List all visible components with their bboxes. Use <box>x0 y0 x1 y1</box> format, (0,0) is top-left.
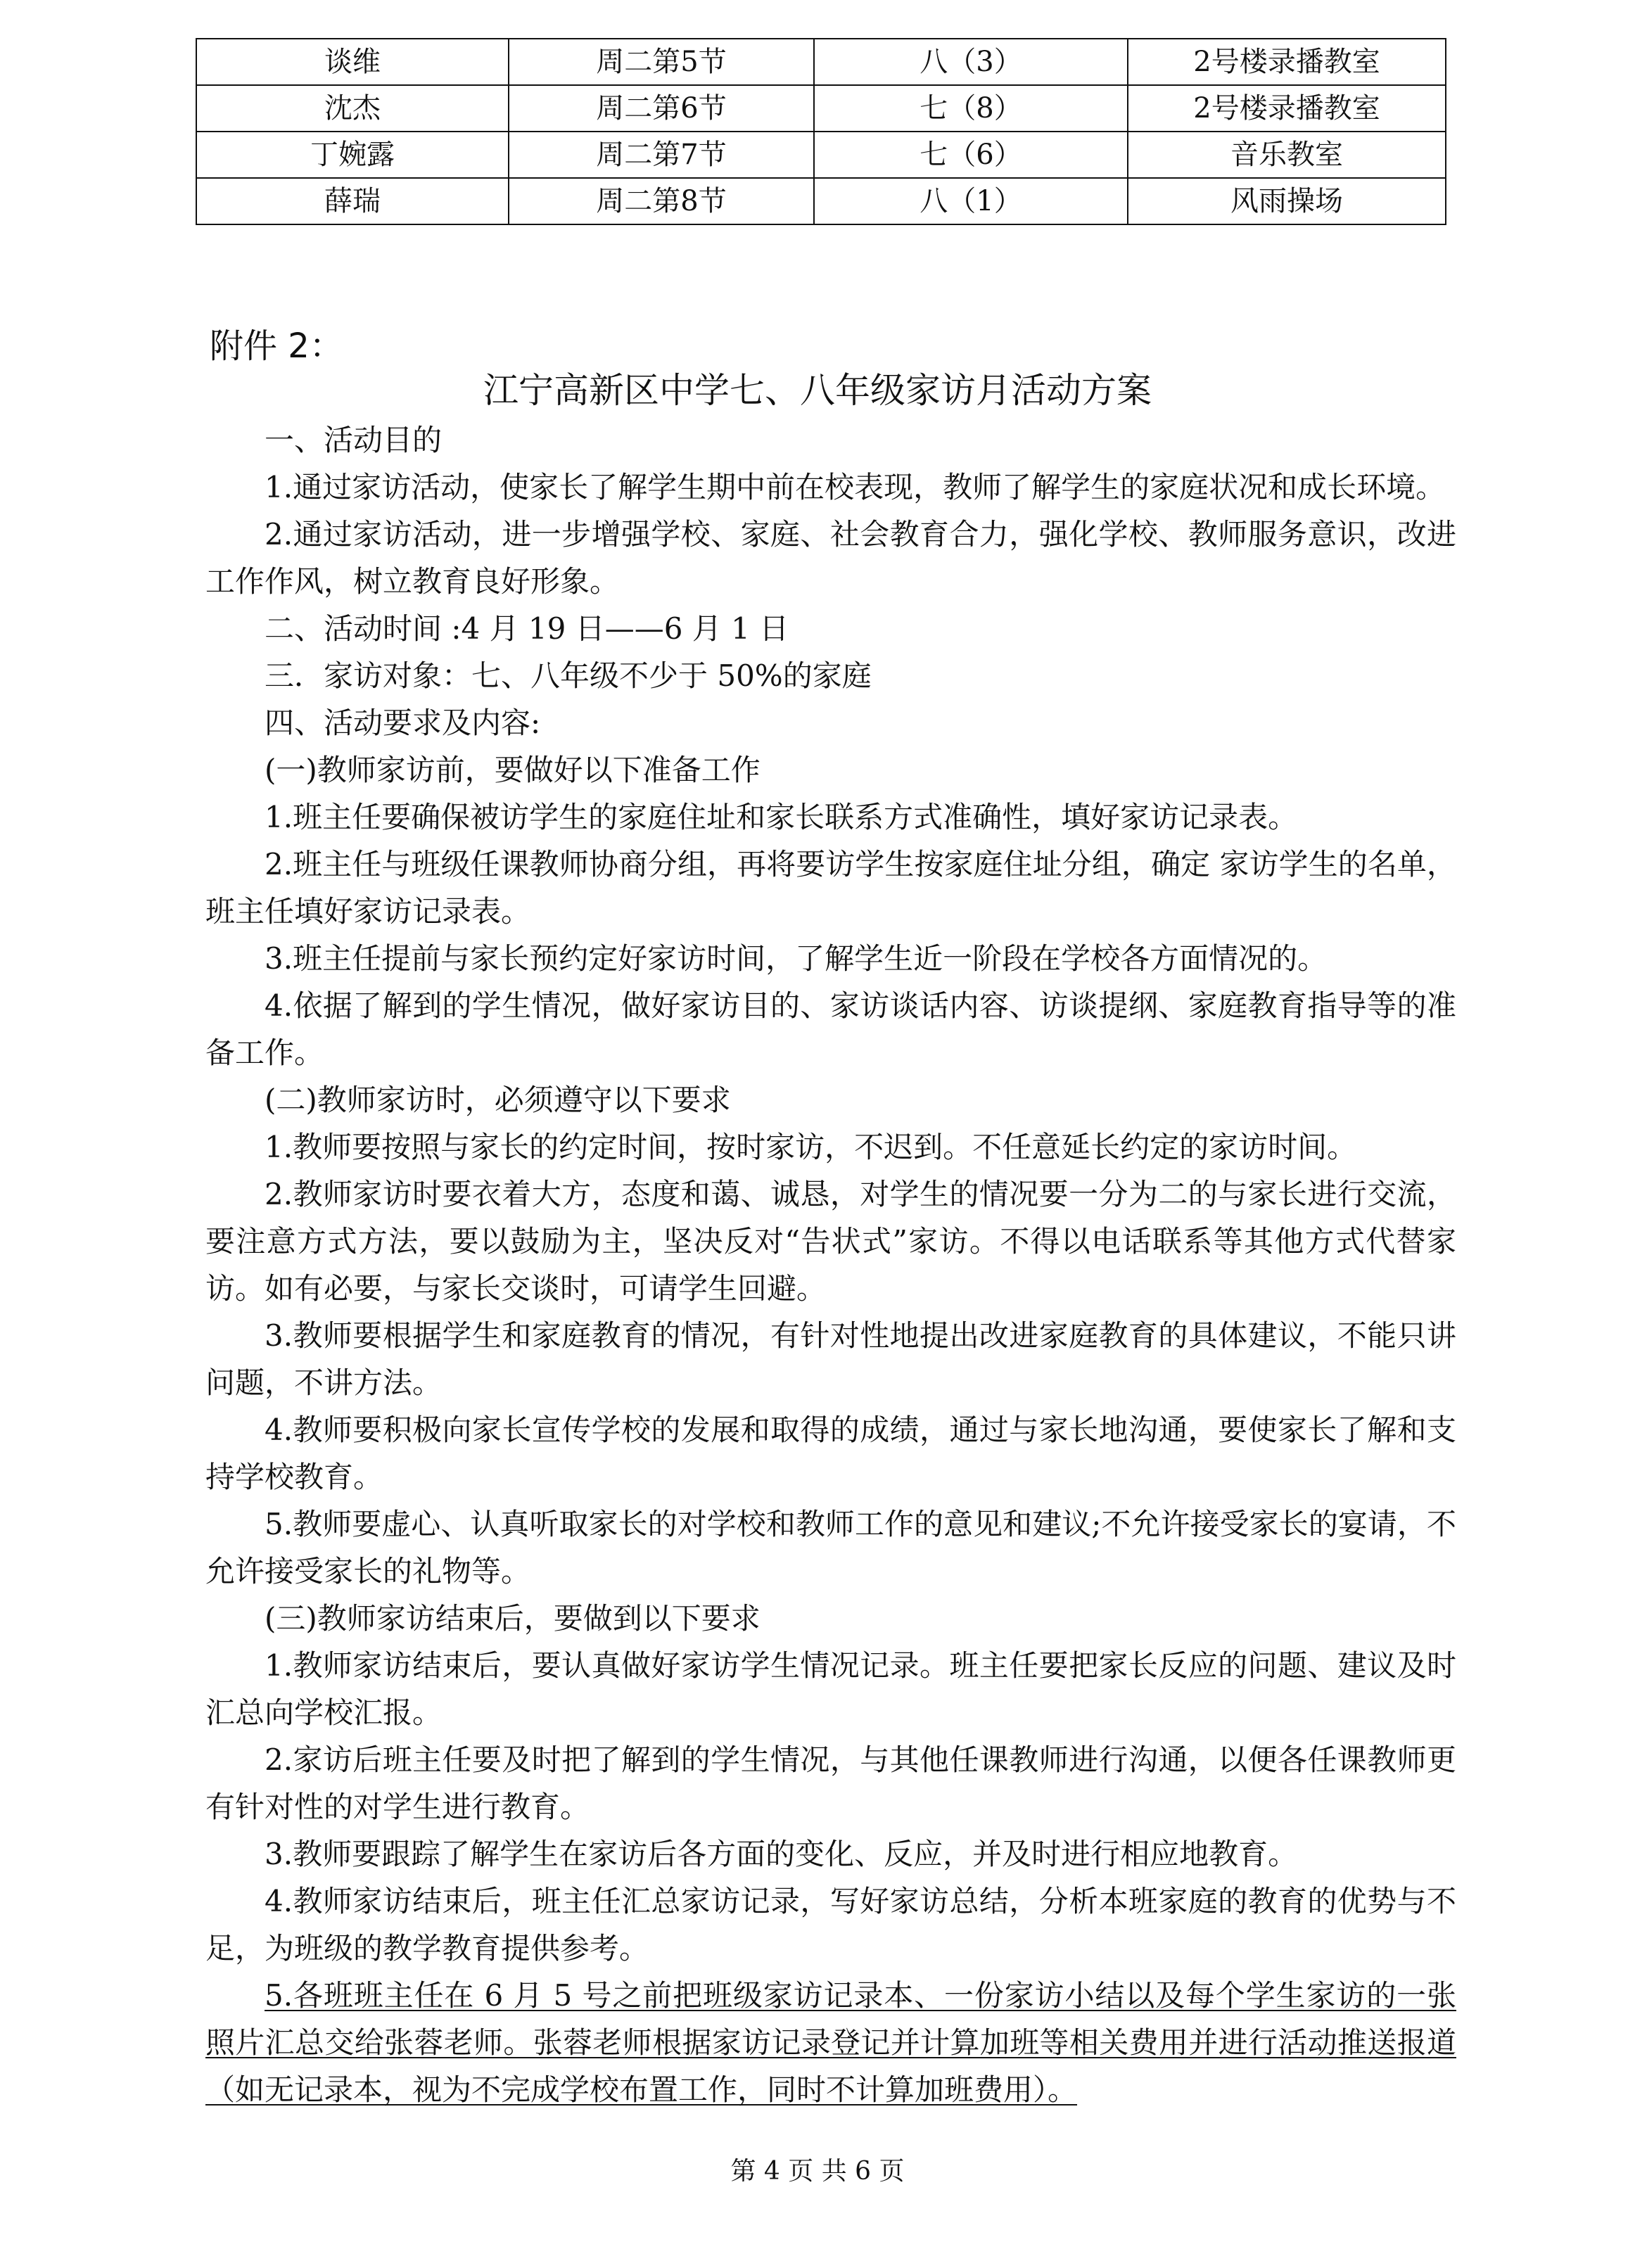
section-heading: 一、活动目的 <box>265 423 443 457</box>
schedule-table <box>196 38 1446 225</box>
subsection-heading: (二)教师家访时，必须遵守以下要求 <box>265 1083 731 1117</box>
paragraph: 2.通过家访活动，进一步增强学校、家庭、社会教育合力，强化学校、教师服务意识，改进工作作风，树立教育良好形象。 <box>205 517 1456 599</box>
paragraph: 3.班主任提前与家长预约定好家访时间，了解学生近一阶段在学校各方面情况的。 <box>265 941 1328 976</box>
subsection-heading: (三)教师家访结束后，要做到以下要求 <box>265 1601 761 1636</box>
paragraph: 1.班主任要确保被访学生的家庭住址和家长联系方式准确性，填好家访记录表。 <box>265 800 1298 834</box>
location-cell: 音乐教室 <box>1128 132 1446 178</box>
section-heading: 二、活动时间 :4 月 19 日——6 月 1 日 <box>265 611 789 646</box>
paragraph: 1.教师家访结束后，要认真做好家访学生情况记录。班主任要把家长反应的问题、建议及时汇总向学校汇报。 <box>205 1648 1456 1730</box>
paragraph: 4.依据了解到的学生情况，做好家访目的、家访谈话内容、访谈提纲、家庭教育指导等的准备工作。 <box>205 988 1456 1070</box>
table-row <box>196 85 1446 132</box>
document-title: 江宁高新区中学七、八年级家访月活动方案 <box>483 370 1152 411</box>
attachment-label: 附件 2： <box>210 326 343 366</box>
teacher-cell: 薛瑞 <box>196 178 509 224</box>
class-cell: 八（1） <box>814 178 1128 224</box>
class-cell: 七（6） <box>814 132 1128 178</box>
teacher-cell: 丁婉露 <box>196 132 509 178</box>
paragraph: 1.教师要按照与家长的约定时间，按时家访，不迟到。不任意延长约定的家访时间。 <box>265 1130 1357 1164</box>
paragraph: 3.教师要跟踪了解学生在家访后各方面的变化、反应，并及时进行相应地教育。 <box>265 1837 1298 1871</box>
paragraph: 5.教师要虚心、认真听取家长的对学校和教师工作的意见和建议;不允许接受家长的宴请，不允许接受家长的礼物等。 <box>205 1507 1456 1588</box>
period-cell: 周二第7节 <box>509 132 814 178</box>
class-cell: 七（8） <box>814 85 1128 132</box>
location-cell: 风雨操场 <box>1128 178 1446 224</box>
paragraph: 2.班主任与班级任课教师协商分组，再将要访学生按家庭住址分组，确定 家访学生的名单，班主任填好家访记录表。 <box>205 847 1456 929</box>
teacher-cell: 沈杰 <box>196 85 509 132</box>
teacher-cell: 谈维 <box>196 39 509 85</box>
paragraph: 1.通过家访活动，使家长了解学生期中前在校表现，教师了解学生的家庭状况和成长环境。 <box>265 470 1446 504</box>
location-cell: 2号楼录播教室 <box>1128 85 1446 132</box>
class-cell: 八（3） <box>814 39 1128 85</box>
underlined-paragraph: 5.各班班主任在 6 月 5 号之前把班级家访记录本、一份家访小结以及每个学生家访的一张照片汇总交给张蓉老师。张蓉老师根据家访记录登记并计算加班等相关费用并进行活动推送报道（如无记录本，视为不完成学校布置工作，同时不计算加班费用）。 <box>205 1978 1456 2107</box>
section-heading: 三．家访对象：七、八年级不少于 50%的家庭 <box>265 658 872 693</box>
table-row <box>196 132 1446 178</box>
paragraph: 4.教师要积极向家长宣传学校的发展和取得的成绩，通过与家长地沟通，要使家长了解和支持学校教育。 <box>205 1413 1456 1494</box>
document-body <box>205 416 1456 2113</box>
section-heading: 四、活动要求及内容: <box>265 706 541 740</box>
paragraph: 4.教师家访结束后，班主任汇总家访记录，写好家访总结，分析本班家庭的教育的优势与不足，为班级的教学教育提供参考。 <box>205 1884 1456 1966</box>
table-row <box>196 39 1446 85</box>
page-footer: 第 4 页 共 6 页 <box>730 2157 905 2186</box>
period-cell: 周二第6节 <box>509 85 814 132</box>
table-row <box>196 178 1446 224</box>
paragraph: 3.教师要根据学生和家庭教育的情况，有针对性地提出改进家庭教育的具体建议，不能只讲问题，不讲方法。 <box>205 1318 1456 1400</box>
paragraph: 2.家访后班主任要及时把了解到的学生情况，与其他任课教师进行沟通，以便各任课教师更有针对性的对学生进行教育。 <box>205 1743 1456 1824</box>
location-cell: 2号楼录播教室 <box>1128 39 1446 85</box>
period-cell: 周二第5节 <box>509 39 814 85</box>
period-cell: 周二第8节 <box>509 178 814 224</box>
subsection-heading: (一)教师家访前，要做好以下准备工作 <box>265 753 761 787</box>
paragraph: 2.教师家访时要衣着大方，态度和蔼、诚恳，对学生的情况要一分为二的与家长进行交流，要注意方式方法，要以鼓励为主，坚决反对“告状式”家访。不得以电话联系等其他方式代替家访。如有必要，与家长交谈时，可请学生回避。 <box>205 1177 1456 1306</box>
